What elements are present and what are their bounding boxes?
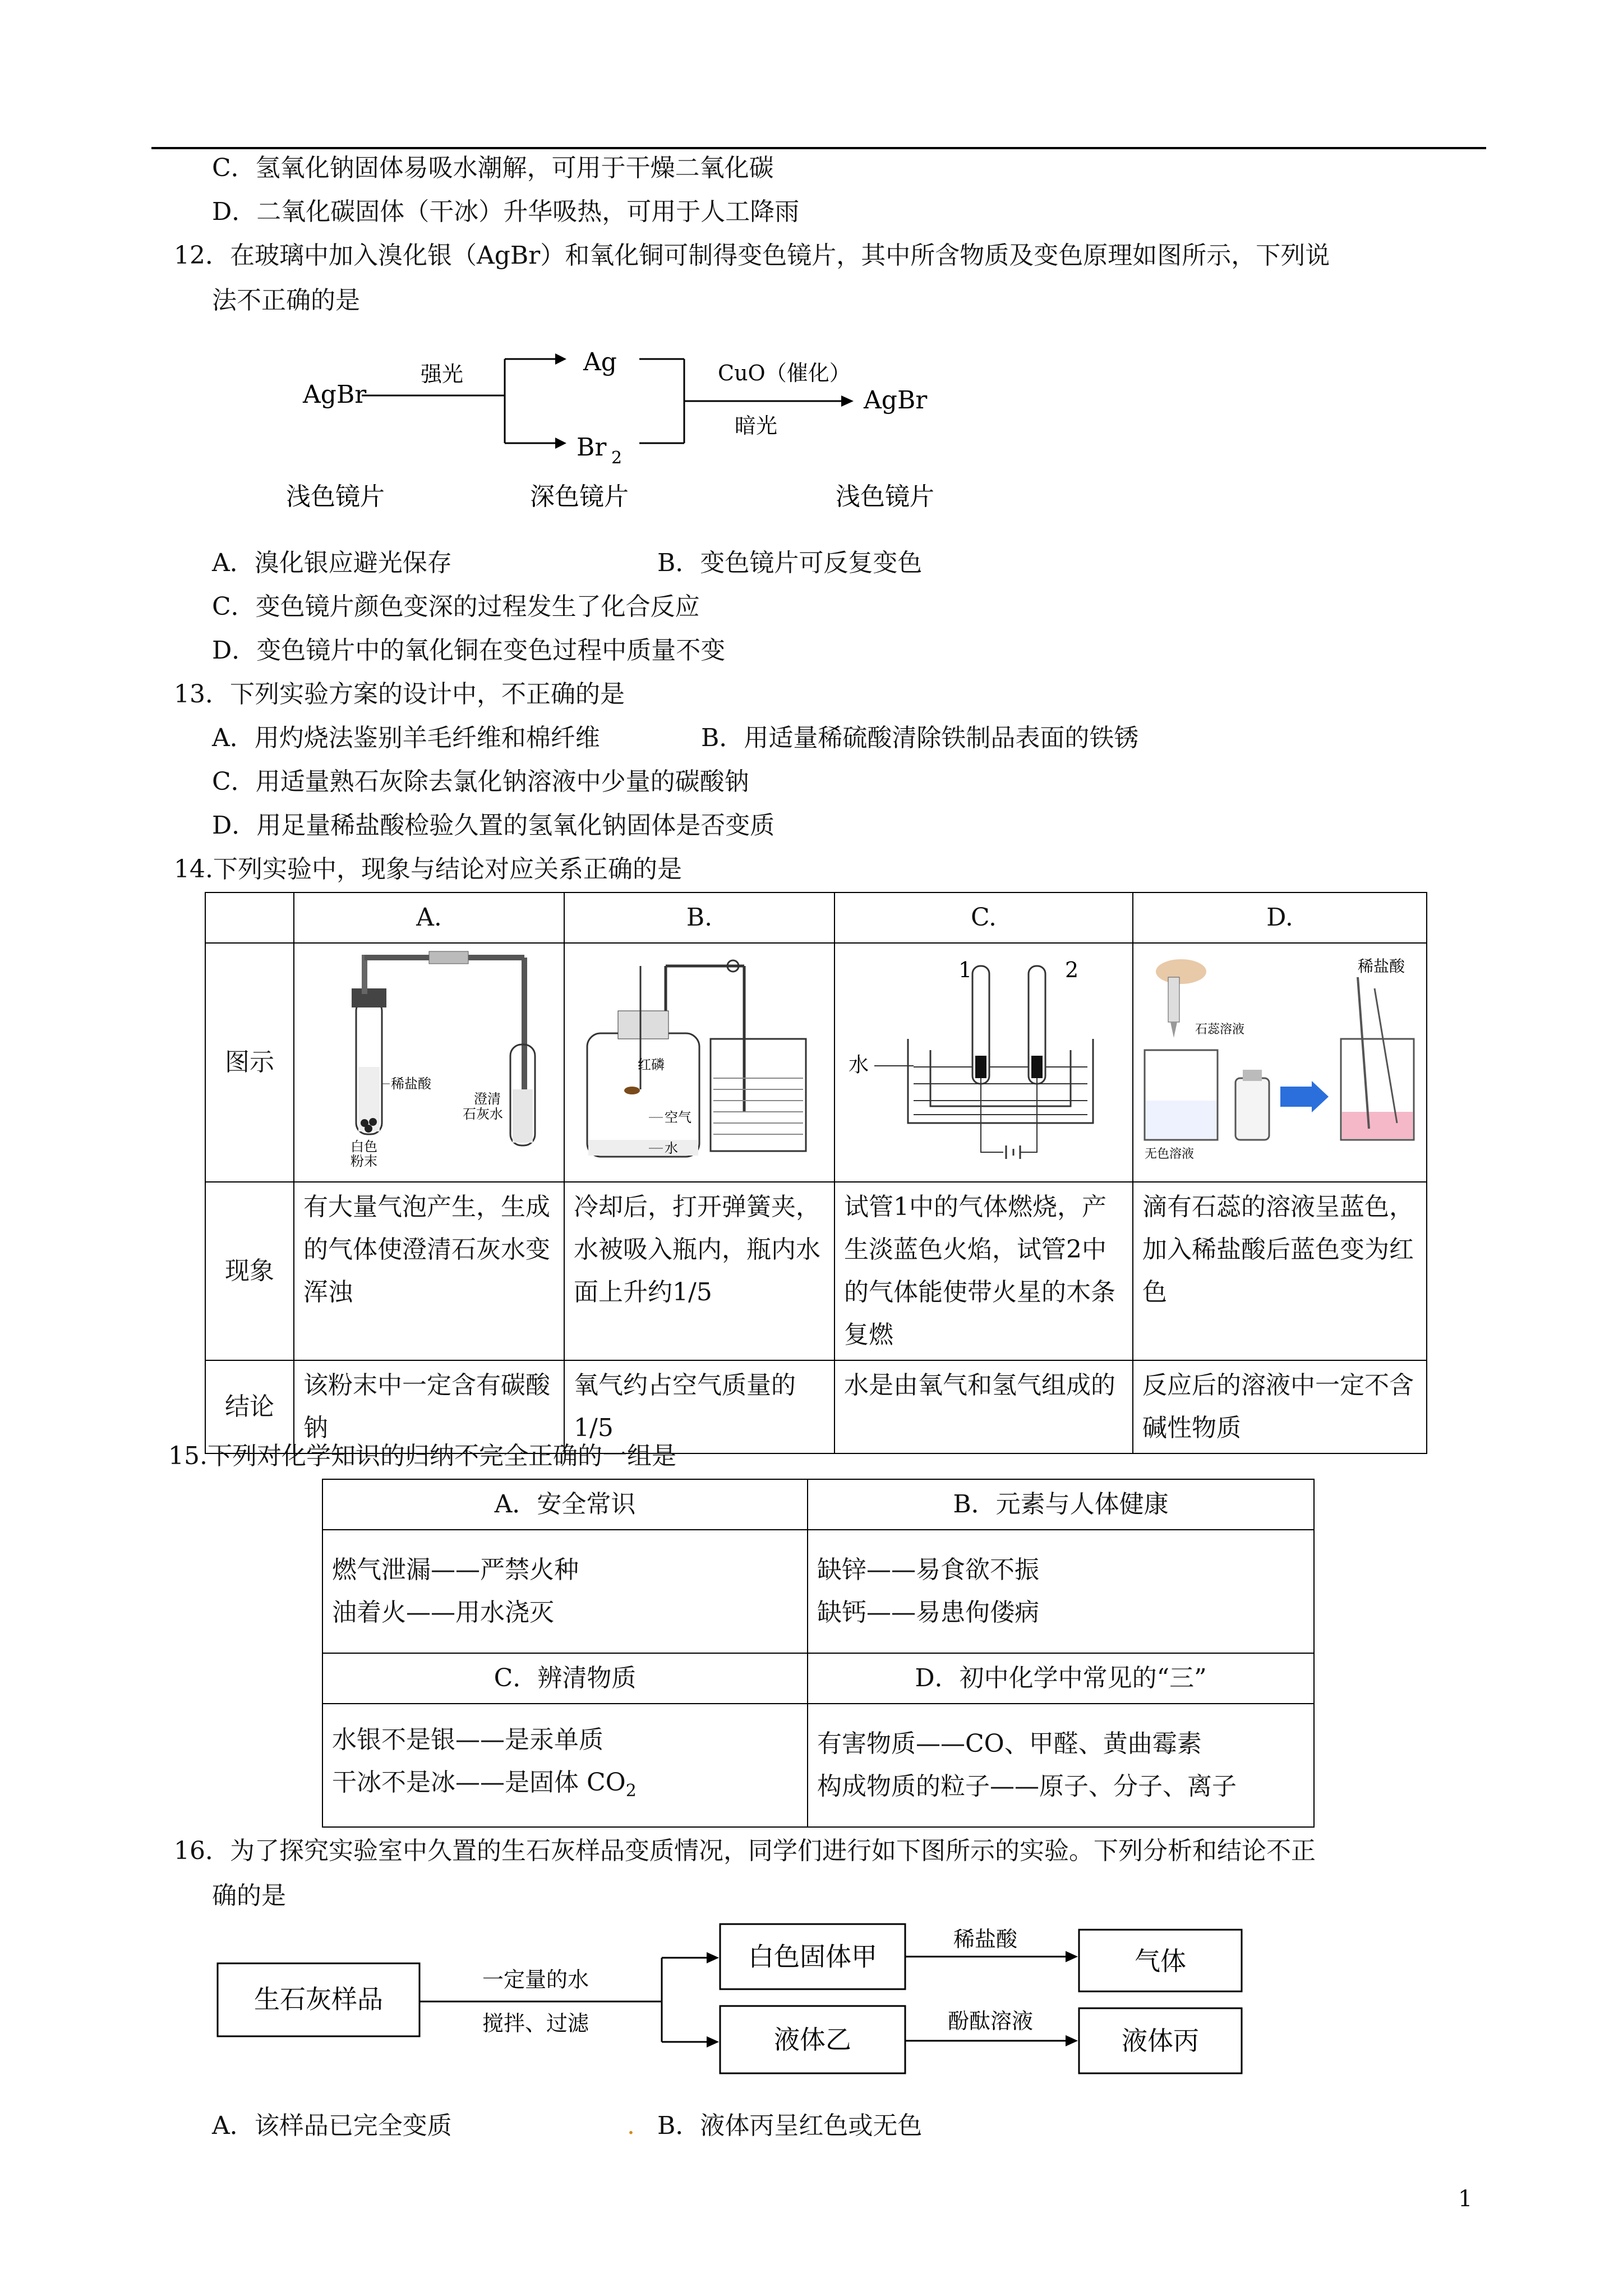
q15-a-line2: 油着火——用水浇灭	[332, 1598, 554, 1627]
q15-stem: 15.下列对化学知识的归纳不完全正确的一组是	[168, 1442, 676, 1470]
label-water-c: 水	[849, 1053, 869, 1076]
q16-dot: .	[627, 2111, 635, 2140]
cuo-label: CuO（催化）	[718, 361, 851, 385]
solid-label: 白色固体甲	[748, 1941, 877, 1972]
label-lime-2: 石灰水	[463, 1106, 503, 1122]
sample-label: 生石灰样品	[254, 1984, 383, 2014]
apparatus-b-image	[565, 944, 834, 1168]
label-acid-d: 稀盐酸	[1358, 957, 1405, 976]
q15-b-line1: 缺锌——易食欲不振	[817, 1556, 1039, 1584]
label-phosphorus: 红磷	[638, 1057, 665, 1073]
q15-d-line2: 构成物质的粒子——原子、分子、离子	[817, 1772, 1237, 1801]
q14-phenomenon-a: 有大量气泡产生，生成的气体使澄清石灰水变浑浊	[294, 1182, 564, 1360]
q14-phenomenon-c: 试管1中的气体燃烧，产生淡蓝色火焰，试管2中的气体能使带火星的木条复燃	[834, 1182, 1133, 1360]
q13-option-a: A．用灼烧法鉴别羊毛纤维和棉纤维	[212, 724, 600, 752]
q13-option-c: C．用适量熟石灰除去氯化钠溶液中少量的碳酸钠	[212, 767, 749, 796]
q15-c-title: C．辨清物质	[322, 1653, 808, 1704]
q15-c-line2-sub: 2	[625, 1780, 637, 1801]
q16-option-b: B．液体丙呈红色或无色	[657, 2111, 923, 2140]
q16-stem-line2: 确的是	[212, 1881, 286, 1910]
q14-conclusion-a: 该粉末中一定含有碳酸钠	[294, 1360, 564, 1453]
q14-stem: 14.下列实验中，现象与结论对应关系正确的是	[174, 855, 682, 884]
apparatus-c-image	[835, 944, 1132, 1168]
q12-stem-line2: 法不正确的是	[212, 286, 360, 315]
br2-product: Br	[577, 433, 607, 462]
q14-figure-a	[294, 943, 564, 1182]
liquid-c-label: 液体丙	[1122, 2026, 1199, 2056]
lens-dark: 深色镜片	[530, 482, 629, 511]
q14-conclusion-c: 水是由氧气和氢气组成的	[834, 1360, 1133, 1453]
strong-light-label: 强光	[421, 362, 464, 386]
stir-label: 搅拌、过滤	[482, 2011, 589, 2036]
q14-header-c: C.	[834, 892, 1133, 943]
q14-row-conclusion-label: 结论	[205, 1360, 294, 1453]
hcl-label: 稀盐酸	[953, 1927, 1018, 1952]
label-colorless: 无色溶液	[1145, 1147, 1195, 1161]
q16-stem-line1: 16．为了探究实验室中久置的生石灰样品变质情况，同学们进行如下图所示的实验。下列分析和结论不正	[174, 1837, 1316, 1865]
q13-stem: 13．下列实验方案的设计中，不正确的是	[174, 680, 625, 708]
gas-label: 气体	[1135, 1946, 1186, 1976]
q15-c-content	[322, 1704, 808, 1827]
q11-option-d: D．二氧化碳固体（干冰）升华吸热，可用于人工降雨	[212, 197, 800, 226]
q13-option-b: B．用适量稀硫酸清除铁制品表面的铁锈	[701, 724, 1139, 752]
phenol-label: 酚酞溶液	[948, 2009, 1034, 2033]
q14-phenomenon-b: 冷却后，打开弹簧夹，水被吸入瓶内，瓶内水面上升约1/5	[564, 1182, 834, 1360]
q14-figure-d	[1133, 943, 1427, 1182]
agbr-right: AgBr	[864, 386, 928, 415]
liquid-b-label: 液体乙	[774, 2024, 851, 2055]
q14-phenomenon-d: 滴有石蕊的溶液呈蓝色，加入稀盐酸后蓝色变为红色	[1133, 1182, 1427, 1360]
apparatus-a-image	[294, 944, 564, 1168]
q15-a-title: A．安全常识	[322, 1479, 808, 1530]
label-air: 空气	[665, 1110, 691, 1125]
q15-a-content	[322, 1530, 808, 1653]
q15-a-line1: 燃气泄漏——严禁火种	[332, 1556, 579, 1584]
label-lime-1: 澄清	[474, 1091, 501, 1107]
header-rule	[151, 147, 1486, 149]
q15-d-content	[808, 1704, 1314, 1827]
q12-stem-line1: 12．在玻璃中加入溴化银（AgBr）和氧化铜可制得变色镜片，其中所含物质及变色原理如图所示，下列说	[174, 241, 1330, 270]
q12-option-d: D．变色镜片中的氧化铜在变色过程中质量不变	[212, 636, 726, 665]
q14-figure-b	[564, 943, 834, 1182]
q15-b-line2: 缺钙——易患佝偻病	[817, 1598, 1039, 1627]
q15-d-line1: 有害物质——CO、甲醛、黄曲霉素	[817, 1729, 1202, 1758]
q15-b-title: B．元素与人体健康	[808, 1479, 1314, 1530]
label-litmus: 石蕊溶液	[1195, 1023, 1245, 1037]
q12-reaction-diagram	[280, 337, 1009, 527]
q15-c-line2	[332, 1761, 798, 1812]
lens-light-1: 浅色镜片	[286, 482, 385, 511]
label-acid: 稀盐酸	[391, 1076, 431, 1092]
page-number: 1	[1458, 2186, 1473, 2212]
lens-light-2: 浅色镜片	[836, 482, 934, 511]
label-white: 白色	[351, 1139, 377, 1154]
label-water: 水	[665, 1140, 678, 1156]
q15-table	[322, 1479, 1315, 1828]
q15-c-line2-main: 干冰不是冰——是固体 CO	[332, 1768, 626, 1797]
ag-product: Ag	[583, 348, 617, 376]
q14-header-d: D.	[1133, 892, 1427, 943]
q14-figure-c	[834, 943, 1133, 1182]
q12-option-a: A．溴化银应避光保存	[212, 549, 452, 577]
label-powder: 粉末	[351, 1153, 377, 1168]
q14-conclusion-d: 反应后的溶液中一定不含碱性物质	[1133, 1360, 1427, 1453]
water-label: 一定量的水	[482, 1967, 589, 1992]
q15-b-content	[808, 1530, 1314, 1653]
tube-1-label: 1	[958, 958, 972, 982]
q12-option-b: B．变色镜片可反复变色	[657, 549, 923, 577]
q14-conclusion-b: 氧气约占空气质量的1/5	[564, 1360, 834, 1453]
q11-option-c: C．氢氧化钠固体易吸水潮解，可用于干燥二氧化碳	[212, 154, 774, 182]
tube-2-label: 2	[1065, 958, 1079, 982]
q15-d-title: D．初中化学中常见的“三”	[808, 1653, 1314, 1704]
q12-option-c: C．变色镜片颜色变深的过程发生了化合反应	[212, 592, 700, 621]
apparatus-d-image	[1133, 944, 1426, 1168]
q13-option-d: D．用足量稀盐酸检验久置的氢氧化钠固体是否变质	[212, 811, 775, 840]
q14-row-phenomenon-label: 现象	[205, 1182, 294, 1360]
q16-option-a: A．该样品已完全变质	[212, 2111, 452, 2140]
q14-header-a: A.	[294, 892, 564, 943]
q15-c-line1: 水银不是银——是汞单质	[332, 1725, 603, 1754]
q14-table	[205, 892, 1427, 1454]
q16-flow-diagram	[213, 1918, 1279, 2081]
dark-light-label: 暗光	[735, 413, 778, 438]
br2-subscript: 2	[611, 448, 623, 468]
q14-header-blank	[205, 892, 294, 943]
q14-header-b: B.	[564, 892, 834, 943]
agbr-left: AgBr	[303, 380, 367, 409]
q14-row-figure-label: 图示	[205, 943, 294, 1182]
